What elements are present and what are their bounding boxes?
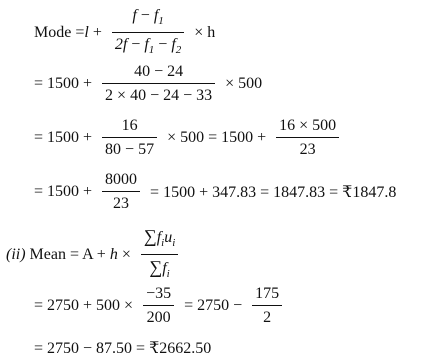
step1-denominator: 2 × 40 − 24 − 33: [105, 87, 213, 104]
step1-prefix: = 1500 +: [34, 75, 97, 92]
mean-times: ×: [117, 246, 135, 263]
step2-numerator-2: 16 × 500: [279, 117, 337, 134]
step4-fraction: [143, 284, 174, 328]
fraction-bar: [102, 191, 140, 192]
mean-fraction: [141, 226, 178, 284]
mode-fraction-numerator: $f - f_1$: [132, 7, 164, 27]
mean-lhs: Mean = A +: [25, 246, 110, 263]
mode-step-3: [34, 170, 396, 214]
mean-step-2: [34, 338, 211, 358]
part-label: (ii): [6, 246, 26, 263]
step3-suffix: = 1500 + 347.83 = 1847.83 = ₹1847.8: [150, 184, 397, 201]
step4-mid: = 2750 −: [184, 297, 247, 314]
fraction-bar: [102, 137, 157, 138]
step2-numerator: 16: [121, 117, 138, 134]
step3-fraction: [102, 170, 140, 214]
mean-numerator: $\sum f_iu_i$: [143, 226, 176, 249]
fraction-bar: [276, 137, 339, 138]
step2-mid: × 500 = 1500 +: [167, 129, 271, 146]
fraction-bar: [141, 254, 178, 255]
step4-numerator: −35: [146, 285, 172, 302]
mean-formula-line: [6, 226, 184, 284]
step4-numerator-2: 175: [255, 285, 280, 302]
mode-times-h: × h: [194, 24, 216, 41]
step5-text: = 2750 − 87.50 = ₹2662.50: [34, 340, 212, 357]
step4-prefix: = 2750 + 500 ×: [34, 297, 138, 314]
step2-denominator-2: 23: [299, 141, 316, 158]
mode-step-1: [34, 62, 262, 106]
mode-step-2: [34, 116, 345, 160]
step2-prefix: = 1500 +: [34, 129, 97, 146]
step4-denominator: 200: [146, 309, 171, 326]
step1-fraction: [102, 62, 215, 106]
fraction-bar: [102, 83, 215, 84]
mode-lhs: Mode =: [34, 24, 85, 41]
fraction-bar: [112, 32, 184, 33]
mean-h: h: [109, 246, 118, 263]
step3-prefix: = 1500 +: [34, 183, 97, 200]
step2-fraction: [102, 116, 157, 160]
mean-denominator: $\sum f_i$: [149, 257, 170, 280]
step2-fraction-2: [276, 116, 339, 160]
step1-suffix: × 500: [225, 75, 263, 92]
step3-denominator: 23: [113, 195, 130, 212]
mode-formula-line: [34, 6, 215, 60]
mode-fraction: [112, 6, 184, 60]
mode-l: l: [84, 24, 89, 41]
fraction-bar: [252, 305, 282, 306]
step4-fraction-2: [252, 284, 282, 328]
fraction-bar: [143, 305, 174, 306]
step4-denominator-2: 2: [263, 309, 272, 326]
step3-numerator: 8000: [105, 171, 138, 188]
step2-denominator: 80 − 57: [105, 141, 155, 158]
mode-fraction-denominator: $2f - f_1 - f_2$: [114, 36, 182, 56]
step1-numerator: 40 − 24: [134, 63, 184, 80]
mean-step-1: [34, 284, 288, 328]
mode-plus: +: [88, 24, 106, 41]
